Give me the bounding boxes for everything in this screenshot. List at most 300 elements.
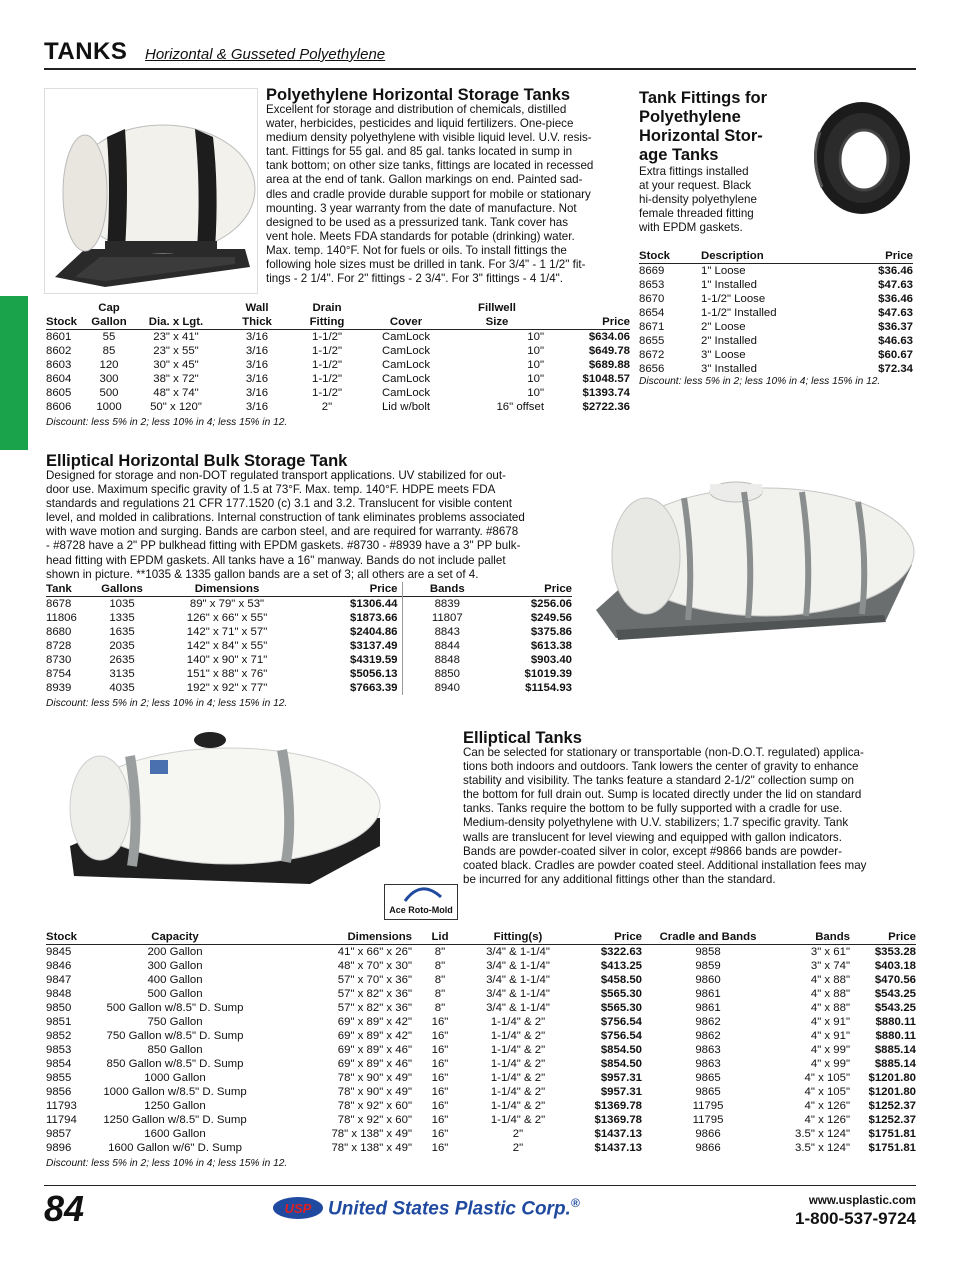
description-line: tank bottom; on other size tanks, fittings are located in recessed (266, 159, 594, 173)
table-cell: 8672 (639, 349, 665, 361)
table-row (46, 611, 572, 625)
section-description-horizontal-storage (266, 103, 632, 286)
table-row (46, 1127, 916, 1141)
table-row (46, 1141, 916, 1155)
table-row (639, 334, 913, 348)
table-cell: 4" x 126" (804, 1100, 850, 1112)
description-line: tions both indoors and outdoors. Tank lowers the center of gravity to enhance (463, 760, 859, 774)
description-line: Max. temp. 140°F. Not for fuels or oils. To install fittings the (266, 243, 567, 257)
table-cell: 48" x 70" x 30" (337, 960, 412, 972)
table-cell: $47.63 (878, 307, 913, 319)
table-cell: 78" x 138" x 49" (331, 1128, 412, 1140)
page-title: TANKS (44, 38, 128, 65)
column-header: Stock (46, 316, 78, 328)
table-cell: 41" x 66" x 26" (337, 946, 412, 958)
table-cell: 8602 (46, 345, 72, 357)
elliptical-bulk-table (46, 582, 572, 695)
table-cell: 8655 (639, 335, 665, 347)
table-cell: 9848 (46, 988, 72, 1000)
table-cell: 9855 (46, 1072, 72, 1084)
table-cell: $565.30 (600, 988, 642, 1000)
description-line: Medium-density polyethylene with U.V. stabilizers; 1.7 specific gravity. Tank (463, 816, 849, 830)
table-cell: 10" (527, 373, 544, 385)
table-cell: 1-1/2" (311, 331, 342, 343)
table-cell: 9896 (46, 1142, 72, 1154)
table-cell: $903.40 (530, 654, 572, 666)
table-cell: 192" x 92" x 77" (186, 682, 268, 694)
table-cell: 57" x 82" x 36" (337, 988, 412, 1000)
table-cell: $543.25 (874, 1002, 916, 1014)
table-cell: 50" x 120" (150, 401, 202, 413)
table-cell: 1-1/4" & 2" (490, 1044, 546, 1056)
table-cell: 3/4" & 1-1/4" (486, 946, 550, 958)
table-cell: 1250 Gallon (144, 1100, 206, 1112)
table-cell: 16" (431, 1072, 449, 1084)
table-cell: 2" Loose (701, 321, 746, 333)
table-cell: 9866 (695, 1128, 721, 1140)
description-line: area at the end of tank. Gallon markings on end. Painted sad- (266, 173, 583, 187)
table-cell: $756.54 (600, 1016, 642, 1028)
table-cell: 16" offset (496, 401, 544, 413)
table-cell: 9865 (695, 1072, 721, 1084)
table-cell: 3/4" & 1-1/4" (486, 988, 550, 1000)
table-cell: $1306.44 (349, 598, 398, 610)
table-cell: $1369.78 (594, 1114, 642, 1126)
table-cell: 8754 (46, 668, 72, 680)
table-cell: 8848 (402, 653, 492, 667)
table-cell: 8843 (402, 625, 492, 639)
table-cell: 57" x 70" x 36" (337, 974, 412, 986)
table-cell: 8" (434, 974, 446, 986)
table-header-row (46, 315, 630, 330)
table-cell: 1600 Gallon w/6" D. Sump (108, 1142, 242, 1154)
usp-logo-text: USP (284, 1201, 312, 1216)
elliptical-tank-image (60, 726, 390, 896)
table-cell: 850 Gallon (147, 1044, 203, 1056)
website-url[interactable]: www.usplastic.com (808, 1194, 916, 1207)
discount-note: Discount: less 5% in 2; less 10% in 4; less 15% in 12. (46, 698, 288, 709)
column-header: Price (369, 583, 398, 595)
table-cell: $756.54 (600, 1030, 642, 1042)
table-row (46, 344, 630, 358)
table-cell: 8850 (402, 667, 492, 681)
description-line: at your request. Black (639, 179, 752, 193)
table-cell: 11795 (692, 1100, 724, 1112)
table-cell: 1-1/2" Installed (701, 307, 777, 319)
table-cell: 1-1/4" & 2" (490, 1086, 546, 1098)
table-cell: 1-1/4" & 2" (490, 1058, 546, 1070)
table-cell: CamLock (381, 373, 431, 385)
table-cell: 9845 (46, 946, 72, 958)
table-cell: CamLock (381, 359, 431, 371)
table-cell: 300 (99, 373, 119, 385)
table-cell: $4319.59 (349, 654, 398, 666)
table-cell: 8" (434, 960, 446, 972)
table-cell: 9862 (695, 1030, 721, 1042)
table-cell: 3/4" & 1-1/4" (486, 974, 550, 986)
table-cell: 850 Gallon w/8.5" D. Sump (106, 1058, 244, 1070)
table-cell: 9852 (46, 1030, 72, 1042)
table-cell: 8670 (639, 293, 665, 305)
table-cell: 4" x 91" (810, 1016, 850, 1028)
table-cell: 69" x 89" x 46" (337, 1058, 412, 1070)
table-cell: 8680 (46, 626, 72, 638)
column-header: Gallons (101, 583, 143, 595)
table-cell: $1201.80 (868, 1072, 916, 1084)
table-row (46, 1099, 916, 1113)
section-description-elliptical-tanks (463, 746, 916, 887)
section-title-elliptical-tanks: Elliptical Tanks (463, 729, 582, 747)
table-cell: 23" x 41" (153, 331, 199, 343)
table-cell: 3/4" & 1-1/4" (486, 1002, 550, 1014)
section-title-tank-fittings (639, 89, 799, 165)
table-row (46, 625, 572, 639)
footer-rule (44, 1185, 916, 1186)
table-cell: 4" x 126" (804, 1114, 850, 1126)
table-cell: 142" x 71" x 57" (186, 626, 268, 638)
table-cell: 4035 (109, 682, 135, 694)
section-description-elliptical-bulk (46, 469, 606, 582)
brand-text: United States Plastic Corp. (328, 1198, 571, 1220)
column-header: Gallon (91, 316, 127, 328)
table-cell: $353.28 (874, 946, 916, 958)
horizontal-tank-image (44, 88, 258, 294)
table-row (46, 386, 630, 400)
table-cell: $322.63 (600, 946, 642, 958)
table-cell: Lid w/bolt (381, 401, 431, 413)
table-cell: $957.31 (600, 1086, 642, 1098)
column-header: Cap (98, 302, 120, 314)
table-cell: 1335 (109, 612, 135, 624)
description-line: Bands are powder-coated silver in color, except #9866 bands are powder- (463, 844, 842, 858)
table-cell: 8604 (46, 373, 72, 385)
table-cell: 8605 (46, 387, 72, 399)
table-cell: 8678 (46, 598, 72, 610)
table-cell: 30" x 45" (153, 359, 199, 371)
column-header: Dia. x Lgt. (148, 316, 204, 328)
table-cell: $256.06 (530, 598, 572, 610)
table-cell: 1000 (96, 401, 122, 413)
table-cell: 78" x 92" x 60" (337, 1114, 412, 1126)
table-row (46, 1113, 916, 1127)
table-cell: $36.37 (878, 321, 913, 333)
table-cell: 9861 (695, 988, 721, 1000)
table-cell: 11794 (46, 1114, 77, 1126)
table-row (46, 973, 916, 987)
table-cell: 16" (431, 1016, 449, 1028)
table-cell: $249.56 (530, 612, 572, 624)
table-cell: 3.5" x 124" (795, 1142, 850, 1154)
table-cell: $885.14 (874, 1044, 916, 1056)
table-cell: 1-1/2" (311, 373, 342, 385)
table-cell: 8653 (639, 279, 665, 291)
table-cell: 142" x 84" x 55" (186, 640, 268, 652)
table-row (46, 400, 630, 414)
horizontal-tanks-table (46, 301, 630, 414)
table-cell: CamLock (381, 387, 431, 399)
title-line: Horizontal Stor- (639, 127, 763, 145)
header-rule (44, 68, 916, 70)
table-cell: 3/16 (245, 387, 269, 399)
table-row (46, 358, 630, 372)
column-header: Price (885, 250, 913, 262)
description-line: coated black. Cradles are powder coated steel. Additional installation fees may (463, 858, 867, 872)
table-cell: 4" x 88" (810, 988, 850, 1000)
table-row (639, 306, 913, 320)
table-cell: 16" (431, 1114, 449, 1126)
table-cell: $634.06 (588, 331, 630, 343)
description-line: door use. Maximum specific gravity of 1.5 at 73°F. Max. temp. 140°F. HDPE meets FDA (46, 483, 496, 497)
table-cell: 2035 (109, 640, 135, 652)
column-header: Capacity (151, 931, 199, 943)
table-cell: $2722.36 (582, 401, 630, 413)
table-cell: 1000 Gallon (144, 1072, 206, 1084)
table-cell: 4" x 91" (810, 1030, 850, 1042)
description-line: be incurred for any additional fittings other than the standard. (463, 872, 776, 886)
description-line: head fitting with EPDM gaskets. All tanks have a 16" manway. Bands do not include pallet (46, 553, 506, 567)
tank-fitting-image (800, 92, 918, 222)
description-line: designed to be used as a pressurized tank. Tank cover has (266, 215, 569, 229)
table-cell: 4" x 99" (810, 1058, 850, 1070)
table-cell: 1635 (109, 626, 135, 638)
table-cell: 3" Loose (701, 349, 746, 361)
column-header: Size (485, 316, 509, 328)
table-cell: 9863 (695, 1044, 721, 1056)
phone-number[interactable]: 1-800-537-9724 (795, 1209, 916, 1228)
table-cell: 400 Gallon (147, 974, 203, 986)
table-cell: 3/16 (245, 345, 269, 357)
title-line: age Tanks (639, 146, 719, 164)
table-cell: 750 Gallon (147, 1016, 203, 1028)
table-cell: $36.46 (878, 293, 913, 305)
table-cell: 9850 (46, 1002, 72, 1014)
table-cell: 10" (527, 345, 544, 357)
discount-note: Discount: less 5% in 2; less 10% in 4; less 15% in 12. (46, 417, 288, 428)
discount-note: Discount: less 5% in 2; less 10% in 4; less 15% in 12. (639, 376, 881, 387)
column-header: Stock (46, 931, 78, 943)
table-cell: 9846 (46, 960, 72, 972)
elliptical-bulk-tank-image (596, 470, 916, 650)
description-line: medium density polyethylene with visible liquid level. U.V. resis- (266, 131, 592, 145)
elliptical-tanks-table (46, 930, 916, 1155)
usp-logo (272, 1196, 324, 1220)
table-row (46, 681, 572, 695)
table-cell: $1154.93 (525, 682, 572, 694)
table-cell: 151" x 88" x 76" (186, 668, 268, 680)
table-cell: 8601 (46, 331, 72, 343)
table-cell: $403.18 (874, 960, 916, 972)
table-cell: 23" x 55" (153, 345, 199, 357)
table-cell: 78" x 92" x 60" (337, 1100, 412, 1112)
table-cell: 9847 (46, 974, 72, 986)
table-row (46, 1029, 916, 1043)
table-cell: 4" x 99" (810, 1044, 850, 1056)
table-cell: 8656 (639, 363, 665, 375)
description-line: - #8728 have a 2" PP bulkhead fitting with EPDM gaskets. #8730 - #8939 have a 3" PP bulk- (46, 539, 521, 553)
column-header: Stock (639, 250, 671, 262)
table-cell: 55 (102, 331, 116, 343)
fittings-table (639, 249, 913, 376)
table-cell: $689.88 (588, 359, 630, 371)
table-cell: 8839 (402, 597, 492, 612)
table-row (46, 372, 630, 386)
table-row (46, 945, 916, 960)
table-cell: 3" Installed (701, 363, 757, 375)
table-cell: $1393.74 (582, 387, 630, 399)
table-cell: 4" x 105" (804, 1072, 850, 1084)
table-row (46, 959, 916, 973)
table-cell: 1250 Gallon w/8.5" D. Sump (103, 1114, 247, 1126)
table-cell: $1019.39 (524, 668, 572, 680)
table-cell: 3/16 (245, 331, 269, 343)
column-header: Drain (312, 302, 342, 314)
discount-note: Discount: less 5% in 2; less 10% in 4; less 15% in 12. (46, 1158, 288, 1169)
table-cell: $1751.81 (868, 1128, 916, 1140)
table-cell: 9856 (46, 1086, 72, 1098)
table-cell: 57" x 82" x 36" (337, 1002, 412, 1014)
description-line: vent hole. Meets FDA standards for potable (drinking) water. (266, 229, 575, 243)
table-cell: 126" x 66" x 55" (186, 612, 268, 624)
table-cell: $72.34 (878, 363, 913, 375)
table-cell: 9861 (695, 1002, 721, 1014)
table-cell: $1252.37 (868, 1114, 916, 1126)
table-row (46, 1057, 916, 1071)
table-cell: $60.67 (878, 349, 913, 361)
description-line: walls are translucent for level viewing and equipped with gallon indicators. (463, 830, 842, 844)
column-header: Bands (402, 582, 492, 597)
table-cell: 500 Gallon (147, 988, 203, 1000)
title-line: Polyethylene (639, 108, 741, 126)
table-cell: 38" x 72" (153, 373, 199, 385)
description-line: female threaded fitting (639, 207, 754, 221)
table-cell: 3" x 61" (810, 946, 850, 958)
description-line: mounting. 3 year warranty from the date of manufacture. Not (266, 201, 577, 215)
table-cell: 1-1/4" & 2" (490, 1072, 546, 1084)
table-row (639, 348, 913, 362)
table-cell: 10" (527, 331, 544, 343)
description-line: shown in picture. **1035 & 1335 gallon bands are a set of 3; all others are a set of 4. (46, 567, 479, 581)
table-cell: $3137.49 (349, 640, 398, 652)
table-row (46, 639, 572, 653)
table-cell: 1-1/2" Loose (701, 293, 766, 305)
table-cell: 8939 (46, 682, 72, 694)
table-cell: 16" (431, 1058, 449, 1070)
description-line: Excellent for storage and distribution of chemicals, distilled (266, 103, 567, 116)
description-line: the bottom for full drain out. Sump is located directly under the lid on standard (463, 788, 862, 802)
table-cell: $1873.66 (349, 612, 398, 624)
description-line: water, herbicides, pesticides and liquid fertilizers. One-piece (266, 117, 574, 131)
table-cell: $413.25 (600, 960, 642, 972)
table-cell: 11795 (692, 1114, 724, 1126)
description-line: level, and molded in calibrations. Internal construction of tank eliminates problems associated (46, 511, 525, 525)
table-cell: 69" x 89" x 42" (337, 1016, 412, 1028)
description-line: Can be selected for stationary or transportable (non-D.O.T. regulated) applica- (463, 746, 864, 759)
table-cell: $649.78 (588, 345, 630, 357)
table-cell: 85 (102, 345, 116, 357)
column-header: Description (701, 250, 764, 262)
column-header: Fitting(s) (493, 931, 543, 943)
table-header-row (46, 930, 916, 945)
table-cell: $5056.13 (349, 668, 398, 680)
table-cell: 2" Installed (701, 335, 757, 347)
table-cell: 9854 (46, 1058, 72, 1070)
table-cell: $885.14 (874, 1058, 916, 1070)
table-row (639, 362, 913, 376)
table-cell: 16" (431, 1142, 449, 1154)
table-cell: 750 Gallon w/8.5" D. Sump (106, 1030, 244, 1042)
description-line: hi-density polyethylene (639, 193, 757, 207)
table-cell: 500 (99, 387, 119, 399)
table-cell: $854.50 (600, 1058, 642, 1070)
table-cell: 1" Installed (701, 279, 757, 291)
table-cell: 3/16 (245, 359, 269, 371)
table-cell: 16" (431, 1100, 449, 1112)
table-cell: 3/16 (245, 401, 269, 413)
table-cell: 3/16 (245, 373, 269, 385)
table-cell: 140" x 90" x 71" (186, 654, 268, 666)
table-cell: 8669 (639, 265, 665, 277)
table-row (46, 597, 572, 612)
section-description-fittings (639, 165, 789, 235)
column-header: Cradle and Bands (659, 931, 757, 943)
column-header: Dimensions (347, 931, 412, 943)
table-cell: $1201.80 (868, 1086, 916, 1098)
table-cell: 1" Loose (701, 265, 746, 277)
table-row (46, 653, 572, 667)
section-tab-marker (0, 296, 28, 450)
table-cell: 3" x 74" (810, 960, 850, 972)
table-cell: 16" (431, 1086, 449, 1098)
table-cell: $2404.86 (349, 626, 398, 638)
page-subtitle: Horizontal & Gusseted Polyethylene (145, 46, 386, 63)
table-cell: $880.11 (875, 1016, 916, 1028)
table-cell: 8730 (46, 654, 72, 666)
table-cell: 11807 (402, 611, 492, 625)
table-cell: 9862 (695, 1016, 721, 1028)
table-cell: 1-1/2" (311, 359, 342, 371)
table-row (639, 278, 913, 292)
table-cell: 78" x 138" x 49" (331, 1142, 412, 1154)
table-cell: 9859 (695, 960, 721, 972)
column-header: Tank (46, 583, 72, 595)
description-line: with EPDM gaskets. (639, 221, 743, 235)
table-cell: 3135 (109, 668, 135, 680)
section-title-elliptical-bulk: Elliptical Horizontal Bulk Storage Tank (46, 452, 348, 470)
table-cell: 9863 (695, 1058, 721, 1070)
table-cell: $46.63 (878, 335, 913, 347)
table-cell: 8606 (46, 401, 72, 413)
table-cell: 8" (434, 988, 446, 1000)
description-line: dles and cradle provide durable support for mobile or stationary (266, 187, 591, 201)
table-cell: 11806 (46, 612, 77, 624)
table-cell: $613.38 (530, 640, 572, 652)
table-cell: 9865 (695, 1086, 721, 1098)
brand-name (328, 1196, 580, 1220)
table-cell: 16" (431, 1044, 449, 1056)
table-cell: 8" (434, 946, 446, 958)
page-number: 84 (44, 1188, 85, 1229)
table-cell: 69" x 89" x 42" (337, 1030, 412, 1042)
table-row (46, 1001, 916, 1015)
column-header: Fitting (309, 316, 345, 328)
table-cell: 10" (527, 359, 544, 371)
description-line: Extra fittings installed (639, 165, 749, 178)
table-cell: 4" x 88" (810, 1002, 850, 1014)
table-cell: 120 (99, 359, 119, 371)
table-cell: $1437.13 (594, 1142, 642, 1154)
table-cell: 1600 Gallon (144, 1128, 206, 1140)
table-cell: 9858 (695, 946, 721, 958)
